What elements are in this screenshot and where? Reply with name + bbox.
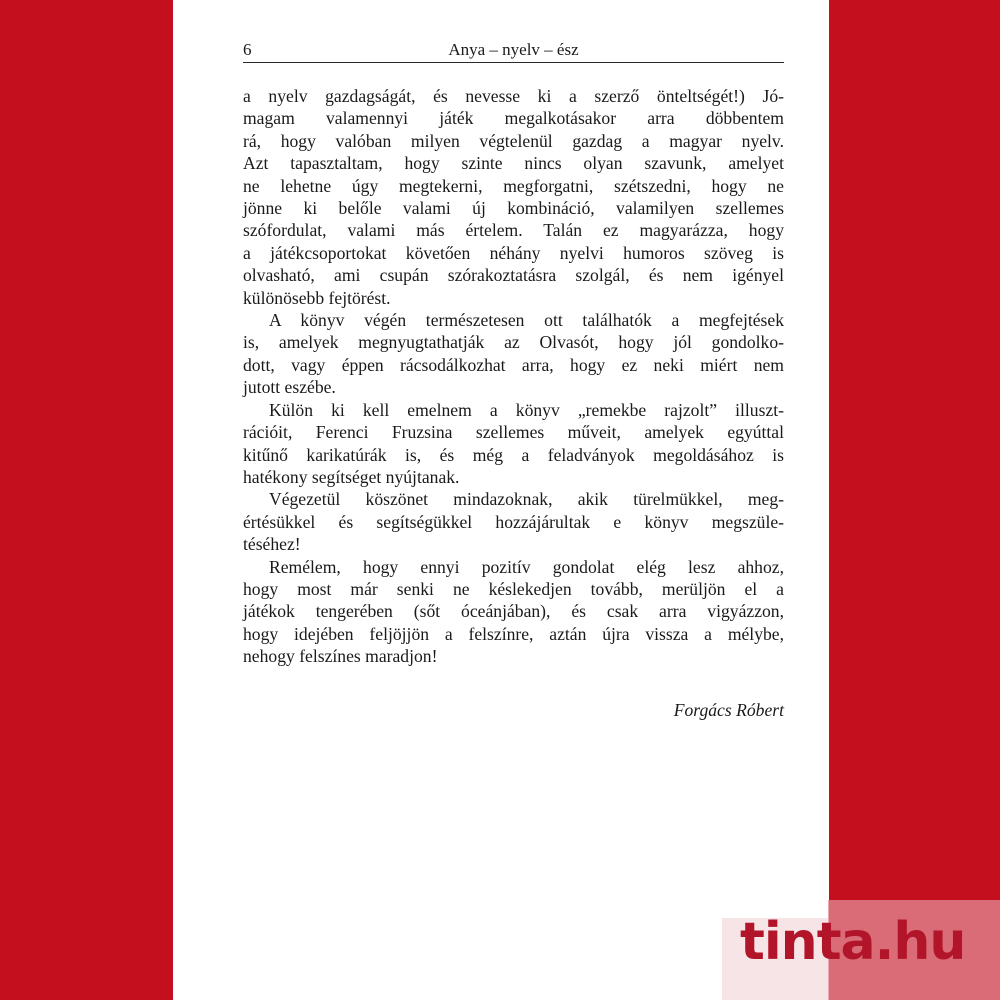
text-line: ne lehetne úgy megtekerni, megforgatni, szétszedni, hogy ne	[243, 175, 784, 196]
text-line: hatékony segítséget nyújtanak.	[243, 466, 460, 487]
text-line: A könyv végén természetesen ott találhatók a megfejtések	[269, 310, 784, 331]
text-line: kitűnő karikatúrák is, és még a feladványok megoldásához is	[243, 444, 784, 465]
text-line: magam valamennyi játék megalkotásakor arra döbbentem	[243, 108, 784, 129]
text-line: hogy most már senki ne késlekedjen tovább, merüljön el a	[243, 578, 784, 599]
paragraph	[243, 309, 784, 399]
text-line: hogy idejében feljöjjön a felszínre, aztán újra vissza a mélybe,	[243, 623, 784, 644]
text-line: nehogy felszínes maradjon!	[243, 646, 438, 667]
running-header	[243, 38, 784, 63]
text-line: is, amelyek megnyugtathatják az Olvasót, hogy jól gondolko-	[243, 332, 784, 353]
text-line: a nyelv gazdagságát, és nevesse ki a szerző önteltségét!) Jó-	[243, 86, 784, 106]
text-line: téséhez!	[243, 534, 301, 555]
paragraph	[243, 85, 784, 309]
text-line: dott, vagy éppen rácsodálkozhat arra, hogy ez neki miért nem	[243, 354, 784, 375]
author-signature: Forgács Róbert	[673, 700, 784, 720]
text-line: szófordulat, valami más értelem. Talán ez magyarázza, hogy	[243, 220, 784, 241]
text-line: Azt tapasztaltam, hogy szinte nincs olyan szavunk, amelyet	[243, 153, 784, 174]
paragraph	[243, 399, 784, 489]
page-number: 6	[243, 40, 252, 59]
paragraph	[243, 488, 784, 555]
text-line: olvasható, ami csupán szórakoztatásra szolgál, és nem igényel	[243, 265, 784, 286]
text-line: értésükkel és segítségükkel hozzájárultak e könyv megszüle-	[243, 511, 784, 532]
running-title: Anya – nyelv – ész	[448, 40, 579, 59]
body-text	[243, 85, 784, 668]
text-line: rá, hogy valóban milyen végtelenül gazdag a magyar nyelv.	[243, 130, 784, 151]
text-line: játékok tengerében (sőt óceánjában), és csak arra vigyázzon,	[243, 601, 784, 622]
text-line: Külön ki kell emelnem a könyv „remekbe rajzolt” illuszt-	[269, 399, 784, 420]
text-line: rációit, Ferenci Fruzsina szellemes műveit, amelyek egyúttal	[243, 422, 784, 443]
watermark-logo: tinta.hu	[740, 912, 966, 972]
text-line: jutott eszébe.	[243, 377, 336, 398]
text-line: Remélem, hogy ennyi pozitív gondolat elég lesz ahhoz,	[269, 556, 784, 577]
text-line: a játékcsoportokat követően néhány nyelvi humoros szöveg is	[243, 242, 784, 263]
text-line: jönne ki belőle valami új kombináció, valamilyen szellemes	[243, 198, 784, 219]
paragraph	[243, 556, 784, 668]
text-line: Végezetül köszönet mindazoknak, akik türelmükkel, meg-	[269, 489, 784, 510]
text-line: különösebb fejtörést.	[243, 287, 391, 308]
book-page	[173, 0, 829, 1000]
